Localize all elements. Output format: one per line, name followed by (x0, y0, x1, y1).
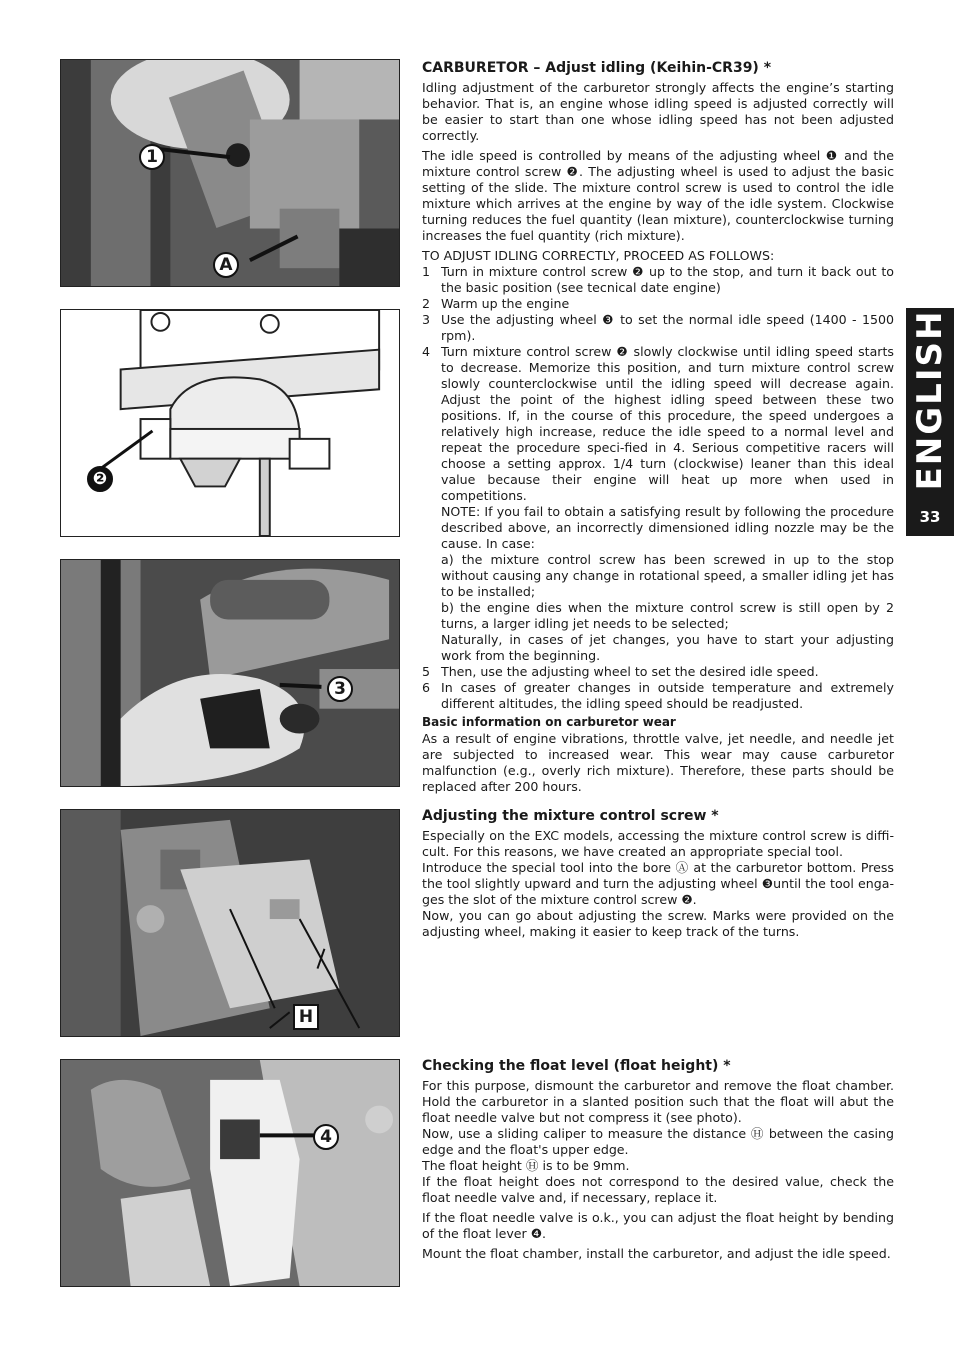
callout-a: A (213, 252, 239, 278)
step-number: 5 (422, 664, 431, 679)
list-item (422, 264, 894, 296)
paragraph: As a result of engine vibrations, throttle valve, jet needle, and needle jet are subjected to increased wear. This wear may cause carburetor malfunction (e.g., overly rich mixture). Therefore, these parts should be replaced after 200 hours. (422, 731, 894, 794)
step-text: Warm up the engine (441, 296, 570, 311)
list-item (422, 344, 894, 664)
language-label: ENGLISH (910, 309, 950, 491)
step-text: Use the adjusting wheel ❸ to set the normal idle speed (1400 - 1500 rpm). (441, 312, 894, 343)
callout-2: ❷ (87, 466, 113, 492)
callout-1: 1 (139, 144, 165, 170)
paragraph: Now, you can go about adjusting the screw. Marks were provided on the adjusting wheel, making it easier to keep track of the turns. (422, 908, 894, 939)
procedure-intro: TO ADJUST IDLING CORRECTLY, PROCEED AS FOLLOWS: (422, 248, 775, 263)
list-item (422, 296, 894, 312)
step-number: 1 (422, 264, 431, 279)
language-side-tab (906, 308, 954, 536)
list-item (422, 664, 894, 680)
callout-3: 3 (327, 676, 353, 702)
paragraph: Now, use a sliding caliper to measure the distance Ⓗ between the casing edge and the float's upper edge. (422, 1126, 894, 1157)
paragraph: If the float height does not correspond to the desired value, check the float needle valve and, if necessary, replace it. (422, 1174, 894, 1205)
photo-special-tool (60, 809, 400, 1037)
step-text: Then, use the adjusting wheel to set the desired idle speed. (441, 664, 819, 679)
note-text: NOTE: If you fail to obtain a satisfying result by following the procedure described above, an incorrectly dimensioned idling nozzle may be the cause. In case: (441, 504, 894, 551)
photo-float-level (60, 1059, 400, 1287)
paragraph: The idle speed is controlled by means of the adjusting wheel ❶ and the mixture control screw ❷. The adjusting wheel is used to adjust the basic setting of the slide. The mixture control screw is used to control the idle mixture which arrives at the engine by way of the idle system. Clockwise turning reduces the fuel quantity (lean mixture), counterclockwise turning increases the fuel quantity (rich mixture). (422, 148, 894, 243)
step-text: Turn mixture control screw ❷ slowly clockwise until idling speed starts to decrease. Memorize this position, and turn mixture control screw slowly counterclockwise until the idling speed will decrease again. Adjust the point of the highest idling speed between these two positions. If, in the course of this procedure, the speed undergoes a relatively high increase, reduce the idle speed to a normal level and repeat the procedure speci-fied in 4. Serious competitive racers will choose a setting approx. 1/4 turn (clockwise) leaner than this ideal value because their engine will heat up more when used in competitions. (441, 344, 894, 503)
paragraph: For this purpose, dismount the carburetor and remove the float chamber. Hold the carburetor in a slanted position such that the float will abut the float needle valve but not compress it (see photo). (422, 1078, 894, 1125)
callout-4: 4 (313, 1124, 339, 1150)
list-item (422, 680, 894, 712)
section-adjust-idling (422, 59, 894, 799)
paragraph: Introduce the special tool into the bore Ⓐ at the carburetor bottom. Press the tool slightly upward and turn the adjusting wheel ❸until the tool enga-ges the slot of the mixture control screw ❷. (422, 860, 894, 907)
section-float-level (422, 1057, 894, 1266)
step-text: In cases of greater changes in outside temperature and extremely different altitudes, the idling speed should be readjusted. (441, 680, 894, 711)
section-heading-idling: CARBURETOR – Adjust idling (Keihin-CR39) * (422, 60, 772, 76)
section-heading-mixture-screw: Adjusting the mixture control screw * (422, 808, 719, 824)
section-heading-float-level: Checking the float level (float height) * (422, 1058, 731, 1074)
step-number: 4 (422, 344, 431, 359)
list-item (422, 312, 894, 344)
paragraph: Mount the float chamber, install the carburetor, and adjust the idle speed. (422, 1246, 891, 1261)
paragraph: If the float needle valve is o.k., you can adjust the float height by bending of the float lever ❹. (422, 1210, 894, 1241)
step-text: Turn in mixture control screw ❷ up to the stop, and turn it back out to the basic position (see tecnical date engine) (441, 264, 894, 295)
paragraph: Especially on the EXC models, accessing the mixture control screw is diffi-cult. For this reasons, we have created an appropriate special tool. (422, 828, 894, 859)
section-mixture-screw (422, 807, 894, 940)
step-number: 2 (422, 296, 431, 311)
case-a-text: a) the mixture control screw has been screwed in up to the stop without causing any change in rotational speed, a smaller idling jet has to be installed; (441, 552, 894, 599)
procedure-steps (422, 264, 894, 712)
paragraph: The float height Ⓗ is to be 9mm. (422, 1158, 630, 1173)
subheading-carburetor-wear: Basic information on carburetor wear (422, 715, 676, 729)
photo-adjusting-wheel (60, 559, 400, 787)
case-b-text: b) the engine dies when the mixture control screw is still open by 2 turns, a larger idling jet needs to be selected; (441, 600, 894, 631)
step-number: 6 (422, 680, 431, 695)
drawing-carburetor-bottom (60, 309, 400, 537)
paragraph: Idling adjustment of the carburetor strongly affects the engine’s starting behavior. That is, an engine whose idling speed is adjusted correctly will be easier to start than one whose idling speed has not been adjusted correctly. (422, 80, 894, 143)
restart-text: Naturally, in cases of jet changes, you have to start your adjusting work from the beginning. (441, 632, 894, 663)
step-number: 3 (422, 312, 431, 327)
photo-carburetor-installed (60, 59, 400, 287)
page-number: 33 (919, 508, 941, 526)
callout-h: H (293, 1004, 319, 1030)
